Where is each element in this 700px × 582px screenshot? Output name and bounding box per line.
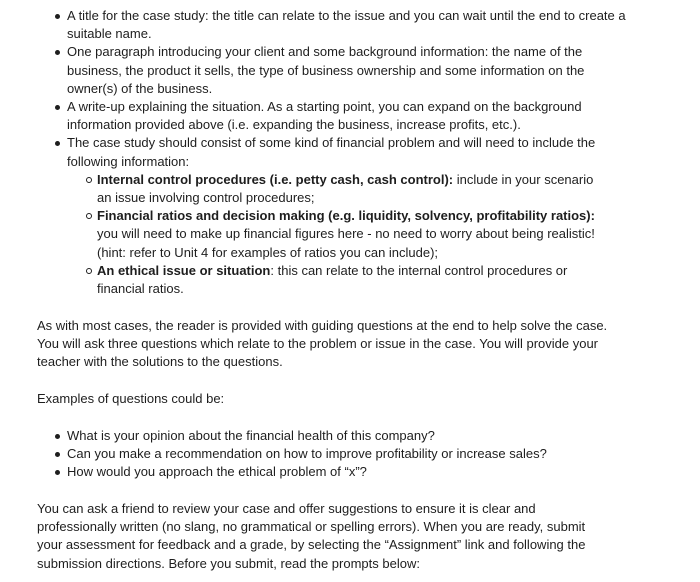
review-paragraph: You can ask a friend to review your case and offer suggestions to ensure it is clear and professionally written (no slang, no grammatical or spelling errors). When you are ready, submit your assessment for feedback and a grade, by selecting the “Assignment” link and following the submission directions. Before you submit, read the prompts below: xyxy=(37,501,586,571)
bullet-text: A title for the case study: the title can relate to the issue and you can wait until the end to create a suitable name. xyxy=(67,8,626,42)
sub-item-text: you will need to make up financial figures here - no need to worry about being realistic! (hint: refer to Unit 4 for examples of ratios you can include); xyxy=(97,226,595,260)
example-questions-list xyxy=(67,427,627,482)
requirements-list xyxy=(67,7,627,298)
sub-item-heading: Internal control procedures (i.e. petty cash, cash control): xyxy=(97,171,454,187)
bullet-text: The case study should consist of some kind of financial problem and will need to include the following information: xyxy=(67,135,596,169)
requirement-financial-problem xyxy=(67,134,627,298)
examples-intro: Examples of questions could be: xyxy=(37,391,225,406)
sub-item-text: include in your scenario an issue involving control procedures; xyxy=(97,171,594,206)
example-question: Can you make a recommendation on how to improve profitability or increase sales? xyxy=(67,445,627,463)
sub-item-heading: Financial ratios and decision making (e.g. liquidity, solvency, profitability ratios): xyxy=(97,208,595,224)
guiding-questions-paragraph: As with most cases, the reader is provided with guiding questions at the end to help solve the case. You will ask three questions which relate to the problem or issue in the case. You will provide your teacher with the solutions to the questions. xyxy=(37,318,608,370)
sub-item-financial-ratios xyxy=(97,207,602,262)
requirement-introduction xyxy=(67,43,627,98)
example-question: How would you approach the ethical problem of “x”? xyxy=(67,463,627,481)
requirement-title xyxy=(67,7,627,43)
financial-problem-sub-list xyxy=(97,171,602,298)
bullet-text: One paragraph introducing your client and some background information: the name of the business, the product it sells, the type of business ownership and some information on the owner(s) of the business. xyxy=(67,44,585,96)
sub-item-ethical-issue xyxy=(97,262,602,298)
sub-item-text: : this can relate to the internal control procedures or financial ratios. xyxy=(97,262,568,297)
sub-item-internal-control xyxy=(97,171,602,207)
example-question: What is your opinion about the financial health of this company? xyxy=(67,427,627,445)
sub-item-heading: An ethical issue or situation xyxy=(97,262,271,278)
requirement-write-up xyxy=(67,98,627,134)
bullet-text: A write-up explaining the situation. As a starting point, you can expand on the background information provided above (i.e. expanding the business, increase profits, etc.). xyxy=(67,99,582,133)
